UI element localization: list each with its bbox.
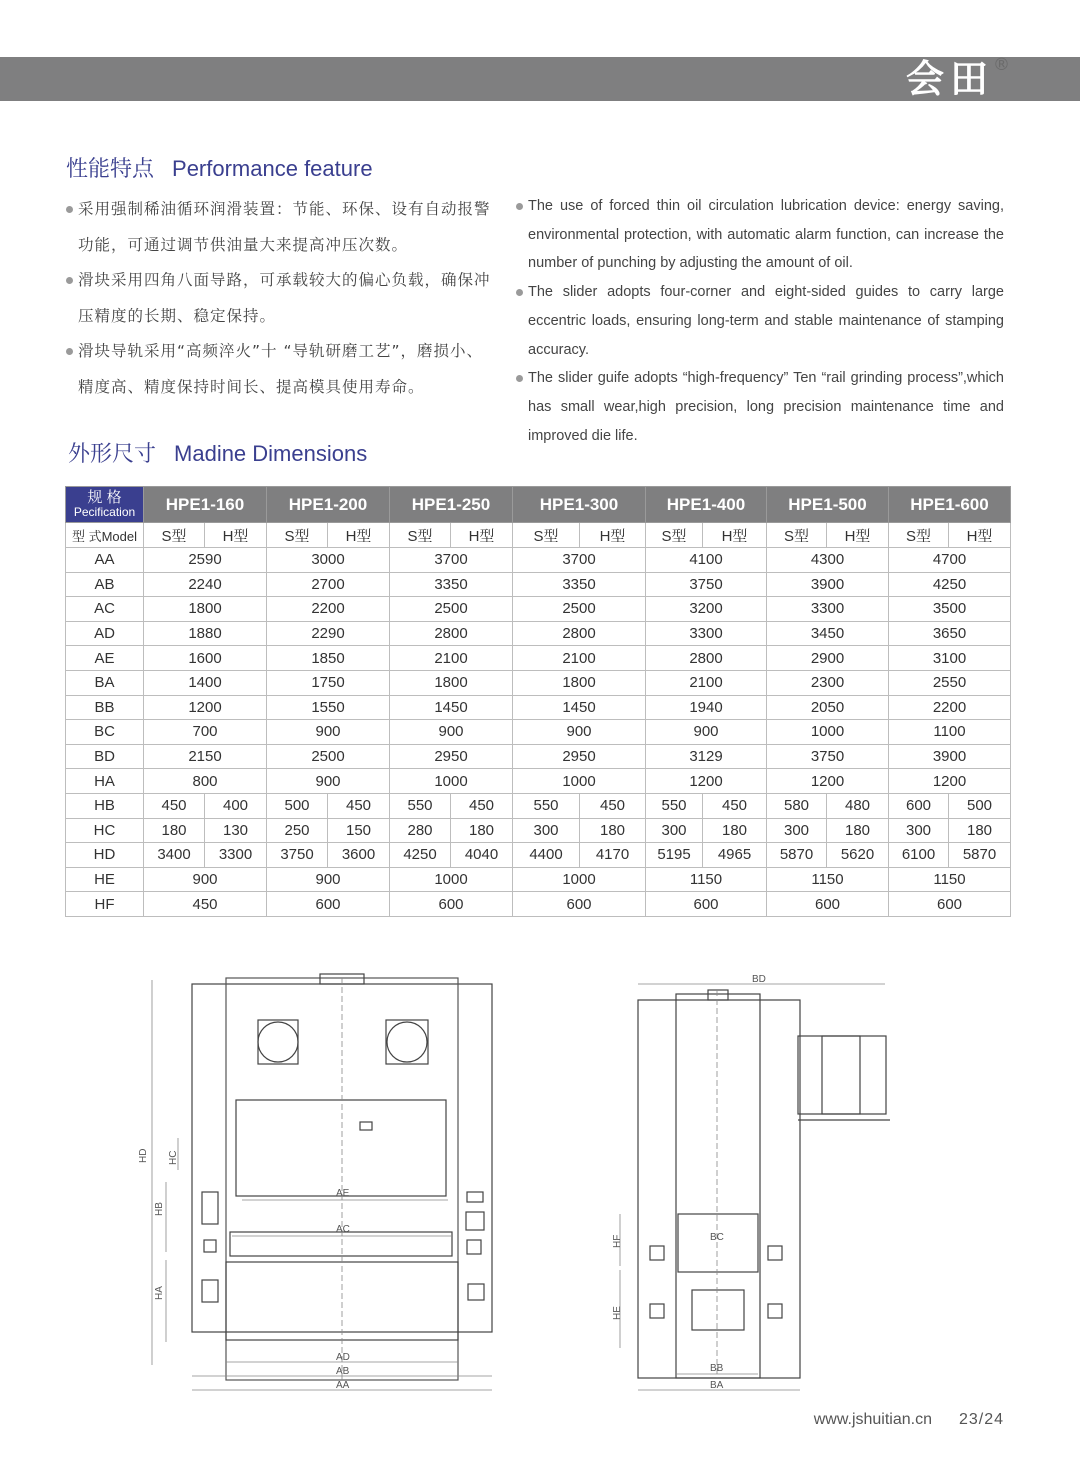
table-cell: 2700: [267, 572, 390, 597]
table-row: [66, 695, 1011, 720]
label-he: HE: [612, 1306, 623, 1320]
row-code-cell: HE: [66, 867, 144, 892]
row-code-cell: AB: [66, 572, 144, 597]
row-code-cell: AD: [66, 621, 144, 646]
table-cell: 5870: [949, 843, 1011, 868]
table-cell: 5870: [767, 843, 827, 868]
table-cell: 1600: [144, 646, 267, 671]
table-cell: 4700: [889, 548, 1011, 573]
table-cell: 1940: [646, 695, 767, 720]
table-cell: 3400: [144, 843, 205, 868]
label-bc: BC: [710, 1232, 724, 1243]
h-type-cell: H型: [949, 523, 1011, 548]
table-cell: 180: [580, 818, 646, 843]
label-hf: HF: [612, 1234, 623, 1248]
row-code-cell: BC: [66, 720, 144, 745]
table-cell: 2950: [513, 744, 646, 769]
table-cell: 550: [646, 793, 703, 818]
table-cell: 900: [267, 867, 390, 892]
model-header: HPE1-300: [513, 487, 646, 523]
model-header: HPE1-600: [889, 487, 1011, 523]
table-cell: 3450: [767, 621, 889, 646]
table-cell: 1150: [646, 867, 767, 892]
table-row: [66, 572, 1011, 597]
h-type-cell: H型: [205, 523, 267, 548]
table-cell: 900: [267, 769, 390, 794]
table-cell: 3500: [889, 597, 1011, 622]
table-cell: 250: [267, 818, 328, 843]
table-cell: 450: [144, 793, 205, 818]
table-cell: 2800: [513, 621, 646, 646]
table-cell: 150: [328, 818, 390, 843]
table-cell: 900: [513, 720, 646, 745]
table-cell: 5620: [827, 843, 889, 868]
table-cell: 2300: [767, 670, 889, 695]
table-cell: 2500: [390, 597, 513, 622]
dimensions-table: [65, 486, 1011, 917]
table-cell: 4965: [703, 843, 767, 868]
row-code-cell: HA: [66, 769, 144, 794]
h-type-cell: H型: [703, 523, 767, 548]
table-row: [66, 621, 1011, 646]
table-cell: 600: [767, 892, 889, 917]
row-code-cell: AE: [66, 646, 144, 671]
table-cell: 3900: [889, 744, 1011, 769]
table-cell: 3750: [646, 572, 767, 597]
table-cell: 3300: [205, 843, 267, 868]
row-code-cell: AA: [66, 548, 144, 573]
table-cell: 900: [390, 720, 513, 745]
table-cell: 6100: [889, 843, 949, 868]
table-cell: 1800: [390, 670, 513, 695]
table-cell: 180: [827, 818, 889, 843]
model-header: HPE1-160: [144, 487, 267, 523]
side-view-labels: [612, 974, 766, 1391]
registered-mark: ®: [993, 55, 1010, 75]
table-cell: 450: [144, 892, 267, 917]
table-cell: 500: [949, 793, 1011, 818]
table-row: [66, 744, 1011, 769]
table-cell: 2100: [646, 670, 767, 695]
table-cell: 1550: [267, 695, 390, 720]
table-cell: 600: [889, 793, 949, 818]
list-item: The slider adopts four-corner and eight-sided guides to carry large eccentric loads, ensuring long-term and stable maintenance of stamping accuracy.: [514, 278, 1004, 364]
table-cell: 1750: [267, 670, 390, 695]
table-cell: 3700: [513, 548, 646, 573]
h-type-cell: H型: [827, 523, 889, 548]
table-cell: 1800: [144, 597, 267, 622]
h-type-cell: H型: [580, 523, 646, 548]
s-type-cell: S型: [144, 523, 205, 548]
label-ad: AD: [336, 1352, 350, 1363]
h-type-cell: H型: [328, 523, 390, 548]
table-cell: 180: [703, 818, 767, 843]
list-item: The slider guife adopts “high-frequency” Ten “rail grinding process”,which has small wear,high precision, long precision maintenance time and improved die life.: [514, 364, 1004, 450]
table-cell: 1200: [646, 769, 767, 794]
table-row: [66, 548, 1011, 573]
table-cell: 130: [205, 818, 267, 843]
table-cell: 300: [889, 818, 949, 843]
table-cell: 2800: [646, 646, 767, 671]
row-code-cell: BD: [66, 744, 144, 769]
label-hb: HB: [154, 1202, 165, 1216]
table-cell: 280: [390, 818, 451, 843]
list-item: 滑块采用四角八面导路，可承载较大的偏心负载，确保冲压精度的长期、稳定保持。: [64, 263, 494, 334]
list-item: 采用强制稀油循环润滑装置：节能、环保、设有自动报警功能，可通过调节供油量大来提高冲压次数。: [64, 192, 494, 263]
table-cell: 1200: [767, 769, 889, 794]
dimensions-title-en: Madine Dimensions: [174, 441, 368, 466]
table-cell: 4250: [390, 843, 451, 868]
table-cell: 2100: [390, 646, 513, 671]
table-cell: 1880: [144, 621, 267, 646]
table-cell: 450: [703, 793, 767, 818]
table-cell: 2950: [390, 744, 513, 769]
spec-header-cell: [66, 487, 144, 523]
table-cell: 2100: [513, 646, 646, 671]
performance-list-en: [514, 192, 1004, 450]
table-cell: 480: [827, 793, 889, 818]
table-cell: 400: [205, 793, 267, 818]
table-cell: 3000: [267, 548, 390, 573]
label-ac: AC: [336, 1224, 350, 1235]
table-cell: 450: [328, 793, 390, 818]
table-cell: 4300: [767, 548, 889, 573]
table-cell: 1000: [513, 769, 646, 794]
type-subheader-row: [66, 523, 1011, 548]
s-type-cell: S型: [767, 523, 827, 548]
table-cell: 3350: [390, 572, 513, 597]
table-cell: 2500: [267, 744, 390, 769]
type-label-cell: 型 式Model: [66, 523, 144, 548]
table-cell: 1200: [889, 769, 1011, 794]
table-row: [66, 793, 1011, 818]
model-header: HPE1-200: [267, 487, 390, 523]
table-cell: 2150: [144, 744, 267, 769]
brand-logo-text: 会田: [905, 57, 994, 101]
table-cell: 600: [513, 892, 646, 917]
table-cell: 2240: [144, 572, 267, 597]
table-cell: 600: [646, 892, 767, 917]
row-code-cell: HD: [66, 843, 144, 868]
table-cell: 3300: [767, 597, 889, 622]
spec-header-en: Pecification: [73, 504, 136, 519]
table-cell: 600: [267, 892, 390, 917]
table-cell: 1450: [390, 695, 513, 720]
row-code-cell: AC: [66, 597, 144, 622]
table-cell: 1150: [889, 867, 1011, 892]
table-cell: 2550: [889, 670, 1011, 695]
table-cell: 2290: [267, 621, 390, 646]
table-cell: 2200: [889, 695, 1011, 720]
table-cell: 550: [390, 793, 451, 818]
label-bb: BB: [710, 1363, 724, 1374]
table-cell: 1200: [144, 695, 267, 720]
table-cell: 4250: [889, 572, 1011, 597]
table-cell: 1150: [767, 867, 889, 892]
list-item: The use of forced thin oil circulation lubrication device: energy saving, environmental protection, with automatic alarm function, can increase the number of punching by adjusting the amount of oil.: [514, 192, 1004, 278]
list-item: 滑块导轨采用“高频淬火”十 “导轨研磨工艺”，磨损小、精度高、精度保持时间长、提高模具使用寿命。: [64, 334, 494, 405]
row-code-cell: HC: [66, 818, 144, 843]
table-cell: 1400: [144, 670, 267, 695]
table-cell: 1800: [513, 670, 646, 695]
table-cell: 550: [513, 793, 580, 818]
table-cell: 600: [390, 892, 513, 917]
table-cell: 300: [767, 818, 827, 843]
table-cell: 3600: [328, 843, 390, 868]
table-cell: 450: [580, 793, 646, 818]
table-cell: 2800: [390, 621, 513, 646]
table-cell: 5195: [646, 843, 703, 868]
table-cell: 300: [513, 818, 580, 843]
table-cell: 4100: [646, 548, 767, 573]
table-cell: 3900: [767, 572, 889, 597]
table-cell: 1850: [267, 646, 390, 671]
row-code-cell: HB: [66, 793, 144, 818]
table-cell: 3100: [889, 646, 1011, 671]
label-bd: BD: [752, 974, 766, 985]
table-cell: 2900: [767, 646, 889, 671]
table-cell: 600: [889, 892, 1011, 917]
table-row: [66, 818, 1011, 843]
label-ab: AB: [336, 1366, 350, 1377]
table-header-row: [66, 487, 1011, 523]
label-ae: AE: [336, 1188, 350, 1199]
label-aa: AA: [336, 1380, 350, 1391]
table-cell: 3350: [513, 572, 646, 597]
dimensions-title: [68, 437, 367, 468]
table-cell: 4170: [580, 843, 646, 868]
table-row: [66, 597, 1011, 622]
performance-title-en: Performance feature: [172, 156, 373, 181]
front-view-labels: [138, 1149, 350, 1391]
table-row: [66, 720, 1011, 745]
table-cell: 1450: [513, 695, 646, 720]
performance-title: [66, 152, 373, 183]
s-type-cell: S型: [390, 523, 451, 548]
table-cell: 4040: [451, 843, 513, 868]
table-row: [66, 867, 1011, 892]
table-cell: 500: [267, 793, 328, 818]
table-cell: 3300: [646, 621, 767, 646]
s-type-cell: S型: [646, 523, 703, 548]
row-code-cell: BB: [66, 695, 144, 720]
table-row: [66, 843, 1011, 868]
s-type-cell: S型: [889, 523, 949, 548]
table-cell: 3750: [767, 744, 889, 769]
table-cell: 2050: [767, 695, 889, 720]
table-row: [66, 769, 1011, 794]
table-cell: 3650: [889, 621, 1011, 646]
table-cell: 3200: [646, 597, 767, 622]
model-header: HPE1-250: [390, 487, 513, 523]
table-cell: 1000: [390, 867, 513, 892]
table-cell: 180: [451, 818, 513, 843]
table-cell: 3700: [390, 548, 513, 573]
row-code-cell: BA: [66, 670, 144, 695]
table-cell: 700: [144, 720, 267, 745]
table-cell: 1000: [513, 867, 646, 892]
table-cell: 2200: [267, 597, 390, 622]
table-cell: 180: [144, 818, 205, 843]
performance-title-cn: 性能特点: [66, 157, 155, 182]
model-header: HPE1-400: [646, 487, 767, 523]
table-cell: 900: [646, 720, 767, 745]
front-view-drawing: [152, 974, 492, 1390]
label-ha: HA: [154, 1286, 165, 1300]
side-view-drawing: [620, 984, 890, 1390]
label-hc: HC: [168, 1150, 179, 1165]
s-type-cell: S型: [267, 523, 328, 548]
machine-drawing: [130, 970, 910, 1400]
model-header: HPE1-500: [767, 487, 889, 523]
table-cell: 1000: [390, 769, 513, 794]
table-cell: 300: [646, 818, 703, 843]
table-cell: 800: [144, 769, 267, 794]
label-hd: HD: [138, 1148, 149, 1163]
spec-header-cn: 规 格: [87, 488, 122, 506]
table-cell: 1000: [767, 720, 889, 745]
footer-website: www.jshuitian.cn: [813, 1411, 932, 1428]
performance-list-cn: [64, 192, 494, 405]
h-type-cell: H型: [451, 523, 513, 548]
s-type-cell: S型: [513, 523, 580, 548]
table-cell: 2590: [144, 548, 267, 573]
top-banner: [0, 57, 1080, 101]
table-cell: 900: [267, 720, 390, 745]
table-cell: 1100: [889, 720, 1011, 745]
table-cell: 3750: [267, 843, 328, 868]
table-row: [66, 670, 1011, 695]
table-cell: 4400: [513, 843, 580, 868]
table-row: [66, 646, 1011, 671]
table-cell: 180: [949, 818, 1011, 843]
dimensions-title-cn: 外形尺寸: [68, 442, 157, 467]
table-cell: 2500: [513, 597, 646, 622]
table-row: [66, 892, 1011, 917]
table-cell: 580: [767, 793, 827, 818]
label-ba: BA: [710, 1380, 724, 1391]
table-cell: 900: [144, 867, 267, 892]
table-cell: 450: [451, 793, 513, 818]
footer-page-number: 23/24: [958, 1411, 1004, 1428]
row-code-cell: HF: [66, 892, 144, 917]
table-cell: 3129: [646, 744, 767, 769]
